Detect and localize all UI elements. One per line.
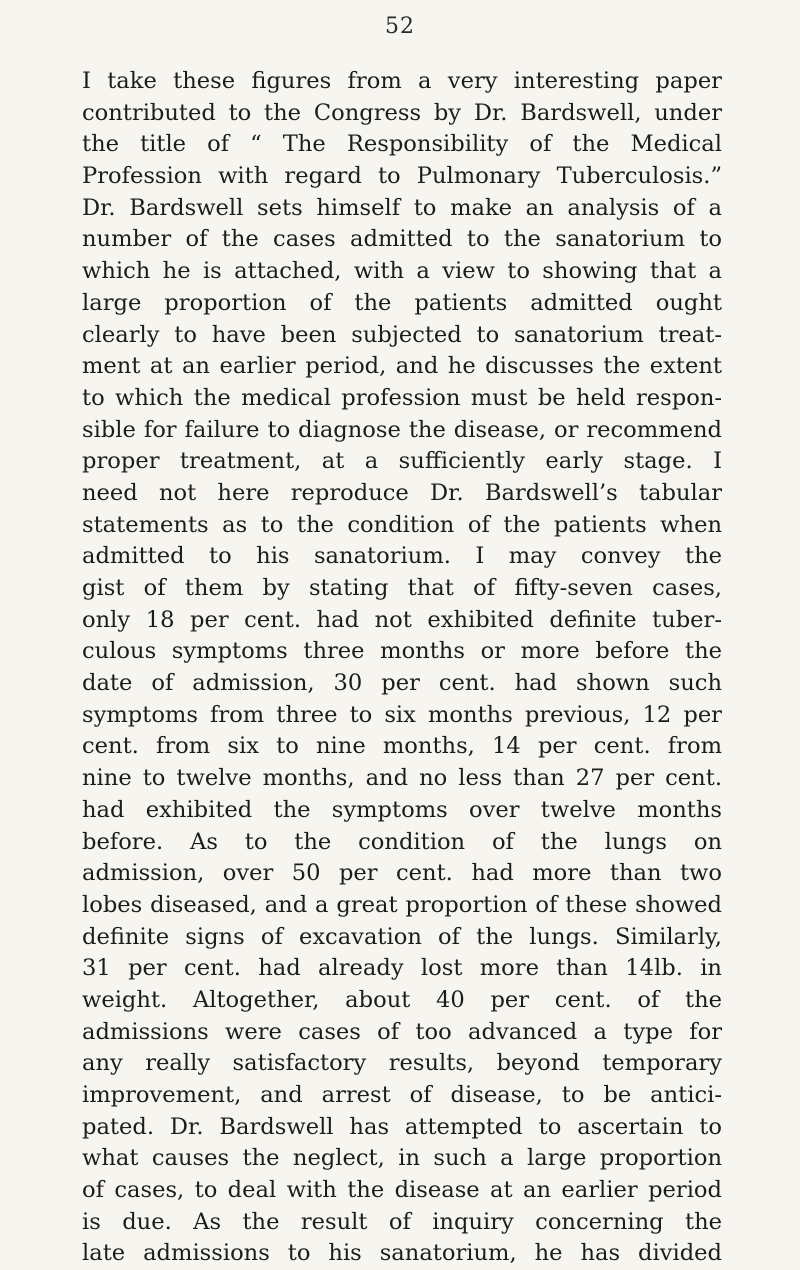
text-line: sible for failure to diagnose the disease, or recommend	[82, 416, 722, 443]
text-line: pated. Dr. Bardswell has attempted to ascertain to	[82, 1113, 722, 1140]
text-line: number of the cases admitted to the sanatorium to	[82, 226, 722, 253]
text-line: weight. Altogether, about 40 per cent. of the	[82, 986, 722, 1013]
text-line: had exhibited the symptoms over twelve months	[82, 796, 722, 823]
text-line: statements as to the condition of the patients when	[82, 511, 722, 538]
text-line: admission, over 50 per cent. had more than two	[82, 860, 722, 887]
text-line: Profession with regard to Pulmonary Tuberculosis.”	[82, 163, 722, 190]
text-line: lobes diseased, and a great proportion of these showed	[82, 891, 722, 918]
text-line: is due. As the result of inquiry concerning the	[82, 1208, 722, 1235]
text-line: to which the medical profession must be held respon-	[82, 384, 722, 411]
body-paragraph	[82, 66, 722, 1270]
text-line: only 18 per cent. had not exhibited definite tuber-	[82, 606, 722, 633]
text-line: symptoms from three to six months previous, 12 per	[82, 701, 722, 728]
text-line: proper treatment, at a sufficiently early stage. I	[82, 448, 722, 475]
text-line: admitted to his sanatorium. I may convey the	[82, 543, 722, 570]
text-line: what causes the neglect, in such a large proportion	[82, 1145, 722, 1172]
text-line: nine to twelve months, and no less than 27 per cent.	[82, 765, 722, 792]
text-line: 31 per cent. had already lost more than 14lb. in	[82, 955, 722, 982]
text-line: need not here reproduce Dr. Bardswell’s tabular	[82, 479, 722, 506]
text-line: date of admission, 30 per cent. had shown such	[82, 670, 722, 697]
text-line: culous symptoms three months or more before the	[82, 638, 722, 665]
text-line: clearly to have been subjected to sanatorium treat-	[82, 321, 722, 348]
text-line: contributed to the Congress by Dr. Bardswell, under	[82, 99, 722, 126]
text-line: admissions were cases of too advanced a type for	[82, 1018, 722, 1045]
text-line: improvement, and arrest of disease, to be antici-	[82, 1082, 722, 1108]
text-line: late admissions to his sanatorium, he has divided	[82, 1240, 722, 1267]
text-line: I take these figures from a very interesting paper	[82, 68, 722, 94]
text-line: definite signs of excavation of the lungs. Similarly,	[82, 923, 722, 950]
text-line: cent. from six to nine months, 14 per cent. from	[82, 733, 722, 760]
text-line: Dr. Bardswell sets himself to make an analysis of a	[82, 194, 722, 221]
text-line: the title of “ The Responsibility of the Medical	[82, 131, 722, 158]
text-line: any really satisfactory results, beyond temporary	[82, 1050, 722, 1077]
text-line: of cases, to deal with the disease at an earlier period	[82, 1177, 722, 1204]
text-line: which he is attached, with a view to showing that a	[82, 258, 722, 285]
text-line: gist of them by stating that of fifty-seven cases,	[82, 575, 722, 601]
text-line: ment at an earlier period, and he discusses the extent	[82, 353, 722, 380]
text-line: before. As to the condition of the lungs on	[82, 828, 722, 855]
page-number: 52	[385, 14, 415, 39]
text-line: large proportion of the patients admitted ought	[82, 289, 722, 316]
